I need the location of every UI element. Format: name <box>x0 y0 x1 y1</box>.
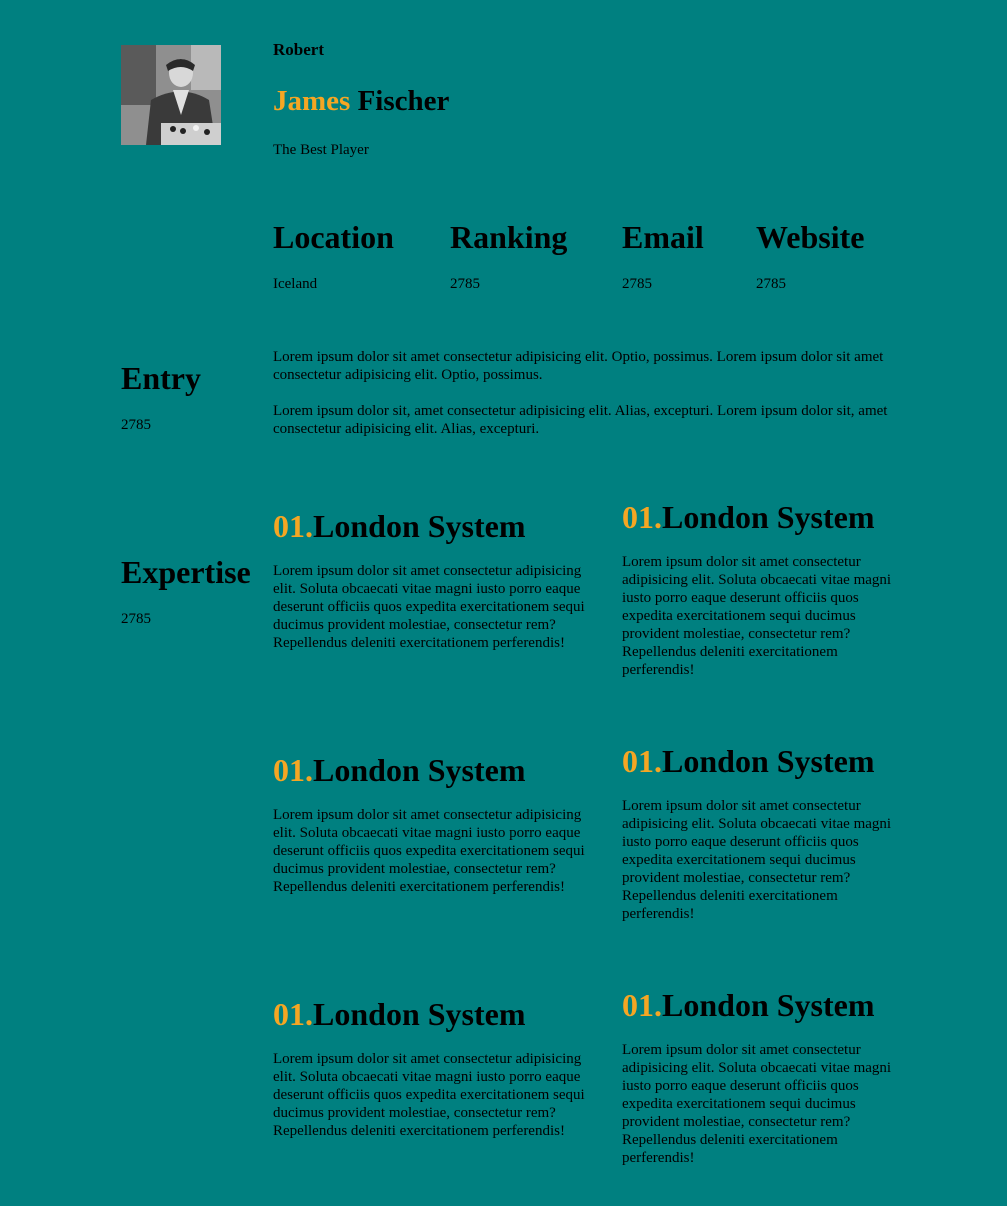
info-value: 2785 <box>622 276 652 292</box>
entry-title: Entry <box>121 360 201 396</box>
expertise-number: 01. <box>622 987 662 1023</box>
name-rest: Fischer <box>357 85 450 117</box>
info-email <box>622 219 704 292</box>
expertise-card <box>622 987 892 1166</box>
entry-paragraph: Lorem ipsum dolor sit, amet consectetur adipisicing elit. Alias, excepturi. Lorem ipsum dolor sit, amet consectetur adipisicing elit. Alias, excepturi. <box>273 403 888 437</box>
expertise-title: Expertise <box>121 554 251 590</box>
expertise-name: London System <box>313 752 526 788</box>
expertise-text: Lorem ipsum dolor sit amet consectetur adipisicing elit. Soluta obcaecati vitae magni iusto porro eaque deserunt officiis quos expedita exercitationem sequi ducimus provident molestiae, consectetur rem? Repellendus deleniti exercitationem perferendis! <box>622 1042 892 1166</box>
info-value: 2785 <box>450 276 480 292</box>
expertise-card-title <box>273 996 603 1032</box>
expertise-number: 01. <box>622 499 662 535</box>
info-value: 2785 <box>756 276 786 292</box>
expertise-card-title <box>622 743 892 779</box>
expertise-text: Lorem ipsum dolor sit amet consectetur adipisicing elit. Soluta obcaecati vitae magni iusto porro eaque deserunt officiis quos expedita exercitationem sequi ducimus provident molestiae, consectetur rem? Repellendus deleniti exercitationem perferendis! <box>273 1051 585 1139</box>
name-accent: James <box>273 85 351 117</box>
entry-value: 2785 <box>121 417 151 433</box>
expertise-name: London System <box>313 996 526 1032</box>
expertise-card <box>273 996 603 1139</box>
expertise-card-title <box>273 752 603 788</box>
info-ranking <box>450 219 568 292</box>
expertise-text: Lorem ipsum dolor sit amet consectetur adipisicing elit. Soluta obcaecati vitae magni iusto porro eaque deserunt officiis quos expedita exercitationem sequi ducimus provident molestiae, consectetur rem? Repellendus deleniti exercitationem perferendis! <box>622 554 892 678</box>
info-value: Iceland <box>273 276 318 292</box>
expertise-card <box>273 508 603 651</box>
info-location <box>273 219 394 292</box>
expertise-card-title <box>622 499 892 535</box>
expertise-text: Lorem ipsum dolor sit amet consectetur adipisicing elit. Soluta obcaecati vitae magni iusto porro eaque deserunt officiis quos expedita exercitationem sequi ducimus provident molestiae, consectetur rem? Repellendus deleniti exercitationem perferendis! <box>273 807 585 895</box>
expertise-card-title <box>273 508 603 544</box>
expertise-number: 01. <box>273 508 313 544</box>
expertise-card <box>273 752 603 895</box>
expertise-name: London System <box>662 987 875 1023</box>
expertise-value: 2785 <box>121 611 151 627</box>
info-label: Location <box>273 219 394 255</box>
tagline: The Best Player <box>273 142 369 158</box>
profile-photo <box>121 45 221 145</box>
expertise-number: 01. <box>273 752 313 788</box>
expertise-number: 01. <box>273 996 313 1032</box>
expertise-number: 01. <box>622 743 662 779</box>
expertise-card <box>622 499 892 678</box>
profile-photo-image <box>121 45 221 145</box>
expertise-text: Lorem ipsum dolor sit amet consectetur adipisicing elit. Soluta obcaecati vitae magni iusto porro eaque deserunt officiis quos expedita exercitationem sequi ducimus provident molestiae, consectetur rem? Repellendus deleniti exercitationem perferendis! <box>622 798 892 922</box>
expertise-card <box>622 743 892 922</box>
full-name <box>273 84 449 118</box>
info-label: Email <box>622 219 704 255</box>
entry-paragraph: Lorem ipsum dolor sit amet consectetur adipisicing elit. Optio, possimus. Lorem ipsum dolor sit amet consectetur adipisicing elit. Optio, possimus. <box>273 349 884 383</box>
expertise-text: Lorem ipsum dolor sit amet consectetur adipisicing elit. Soluta obcaecati vitae magni iusto porro eaque deserunt officiis quos expedita exercitationem sequi ducimus provident molestiae, consectetur rem? Repellendus deleniti exercitationem perferendis! <box>273 563 585 651</box>
info-label: Ranking <box>450 219 568 255</box>
expertise-name: London System <box>313 508 526 544</box>
info-website <box>756 219 865 292</box>
expertise-name: London System <box>662 499 875 535</box>
first-name: Robert <box>273 40 324 59</box>
expertise-card-title <box>622 987 892 1023</box>
info-label: Website <box>756 219 865 255</box>
expertise-name: London System <box>662 743 875 779</box>
